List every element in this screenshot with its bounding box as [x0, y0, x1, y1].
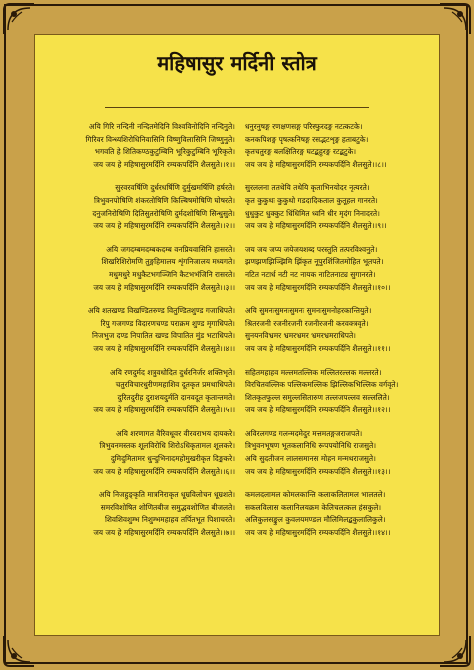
verse-line: श्रितरजनी रजनीरजनी रजनीरजनी करवक्त्रवृते।: [245, 318, 369, 328]
verse-block-3: [39, 244, 235, 294]
verse-line: त्रिभुवनमस्तक शूलविरोधि शिरोऽधिकृतामल शूलकरे।: [99, 441, 235, 451]
verse-block-5: [39, 367, 235, 417]
verse-refrain: जय जय हे महिषासुरमर्दिनि रम्यकपर्दिनि शैलसुते।।८।।: [245, 159, 387, 169]
verse-line: निजभुज दण्ड निपातित खण्ड विपातित मुंड भटाधिपते।: [92, 331, 235, 341]
verse-refrain: जय जय हे महिषासुरमर्दिनि रम्यकपर्दिनि शैलसुते।।१०।।: [245, 282, 391, 292]
verse-refrain: जय जय हे महिषासुरमर्दिनि रम्यकपर्दिनि शैलसुते।।१४।।: [245, 528, 391, 538]
verse-block-14: [245, 489, 441, 539]
verse-block-11: [245, 305, 441, 355]
verse-refrain: जय जय हे महिषासुरमर्दिनि रम्यकपर्दिनि शैलसुते।।७।।: [93, 528, 235, 538]
verse-block-8: [245, 121, 441, 171]
verse-line: अयि सुमनःसुमनःसुमनः सुमनःसुमनोहरकान्तियुते।: [245, 306, 372, 316]
verse-line: रिपु गजगण्ड विदारणचण्ड पराक्रम शुण्ड मृगाधिपते।: [100, 318, 235, 328]
verse-refrain: जय जय हे महिषासुरमर्दिनि रम्यकपर्दिनि शैलसुते।।२।।: [93, 221, 235, 231]
verse-line: दनुजनिरोषिणि दितिसुतरोषिणि दुर्मदशोषिणि सिन्धुसुते।: [92, 208, 235, 218]
verse-line: शितकृतफुल्ल समुल्लसितारुण तल्लजपल्लव सल्ललिते।: [245, 392, 390, 402]
verse-line: सुरवरवर्षिणि दुर्धरधर्षिणि दुर्मुखमर्षिणि हर्षरते।: [115, 183, 235, 193]
verse-line: अयि गिरि नन्दिनी नन्दितमेदिनि विश्वविनोदिनि नन्दिनुते।: [88, 122, 235, 131]
verse-line: सहितमहाहव मल्लमतल्लिक मल्लितरल्लक मल्लरते।: [245, 367, 382, 377]
verse-line: विरचितवल्लिक पल्लिकमल्लिक झिल्लिकभिल्लिक वर्गवृते।: [245, 380, 399, 390]
verse-block-10: [245, 244, 441, 294]
verse-block-9: [245, 182, 441, 232]
verse-line: सुनयनविभ्रमर भ्रमरभ्रमर भ्रमरभ्रमराधिपते।: [245, 331, 356, 341]
verse-line: कृत कुकुथः कुकुथो गडदादिकताल कुतूहल गानरते।: [245, 195, 378, 205]
corner-ornament-bottom-left: [2, 634, 36, 668]
verse-line: दुमिदुमितामर धुन्दुभिनादमहोमुखरीकृत दिङ्मकरे।: [110, 454, 235, 464]
verse-line: समरविशोषित शोणितबीज समुद्भवशोणित बीजलते।: [100, 502, 235, 512]
verse-line: गिरिवर विन्ध्यशिरोधिनिवासिनि विष्णुविलासिनि जिष्णुनुते।: [85, 134, 235, 144]
verse-refrain: जय जय हे महिषासुरमर्दिनि रम्यकपर्दिनि शैलसुते।।१३।।: [245, 466, 391, 476]
verse-line: अलिकुलसङ्कुल कुवलयमण्डल मौलिमिलद्बकुलालिकुले।: [245, 515, 386, 525]
verse-line: दुरितदुरीह दुराशयदुर्मति दानवदूत कृतान्तमते।: [117, 392, 235, 402]
verse-line: त्रिभुवनभूषण भूतकलानिधि रूपपयोनिधि राजसुते।: [245, 441, 376, 451]
verse-line: कृतचतुरङ्ग बलक्षितिरङ्ग घटद्बहुरङ्ग रटद्बटुके।: [245, 147, 357, 157]
verse-refrain: जय जय हे महिषासुरमर्दिनि रम्यकपर्दिनि शैलसुते।।६।।: [93, 466, 235, 476]
verse-refrain: जय जय हे महिषासुरमर्दिनि रम्यकपर्दिनि शैलसुते।।१।।: [93, 159, 235, 169]
verse-block-12: [245, 367, 441, 417]
verse-block-7: [39, 489, 235, 539]
verse-block-13: [245, 428, 441, 478]
verse-block-4: [39, 305, 235, 355]
left-column: [39, 121, 235, 551]
verse-line: अयि रणदुर्मद शत्रुवधोदित दुर्धरनिर्जर शक्तिभृते।: [110, 367, 235, 377]
verse-line: चतुरविचारधुरीणमहाशिव दूतकृत प्रमथाधिपते।: [115, 380, 235, 390]
verse-line: अयि शतखण्ड विखण्डितरुण्ड वितुण्डितशुण्ड गजाधिपते।: [87, 306, 235, 316]
verse-line: भगवति हे शितिकण्ठकुटुम्बिनि भूरिकुटुम्बिनि भूरिकृते।: [94, 147, 235, 157]
corner-ornament-top-left: [2, 2, 36, 36]
verse-line: धनुरनुषङ्ग रणक्षणसङ्ग परिस्फुरदङ्ग नटत्कटके।: [245, 122, 363, 131]
verse-refrain: जय जय हे महिषासुरमर्दिनि रम्यकपर्दिनि शैलसुते।।४।।: [93, 343, 235, 353]
verse-line: अयि शरणागत वैरिवधूवर वीरवराभय दायकरे।: [116, 428, 235, 438]
verse-refrain: जय जय हे महिषासुरमर्दिनि रम्यकपर्दिनि शैलसुते।।९।।: [245, 221, 387, 231]
verse-line: कमलदलामल कोमलकान्ति कलाकलितामल भालतले।: [245, 490, 386, 500]
right-column: [245, 121, 441, 551]
title-divider: [105, 107, 369, 108]
verse-line: सकलविलास कलानिलयक्रम केलिचलत्कल हंसकुले।: [245, 502, 382, 512]
verse-line: अयि जगदम्बमदम्बकदम्ब वनप्रियवासिनि हासरते।: [106, 244, 235, 254]
verse-line: कनकपिशङ्ग पृषत्कनिषङ्ग रसद्भटशृङ्ग हताबटुके।: [245, 134, 369, 144]
corner-ornament-top-right: [438, 2, 472, 36]
verse-line: शिवशिवशुम्भ निशुम्भमहाहव तर्पितभूत पिशाचरते।: [104, 515, 235, 525]
verse-refrain: जय जय हे महिषासुरमर्दिनि रम्यकपर्दिनि शैलसुते।।३।।: [93, 282, 235, 292]
verse-line: नटित नटार्ध नटी नट नायक नाटितनाट्य सुगानरते।: [245, 269, 376, 279]
stotra-panel: [34, 34, 440, 636]
verse-line: त्रिभुवनपोषिणि शंकरतोषिणि किल्बिषमोषिणि घोषरते।: [94, 195, 235, 205]
verse-line: झणझणझिञ्झिमि झिंकृत नूपुरशिंजितमोहित भूतपते।: [245, 257, 384, 267]
verse-line: धुधुकुट धुक्कुट धिंधिमित ध्वनि धीर मृदंग निनादरते।: [245, 208, 380, 218]
verse-block-2: [39, 182, 235, 232]
verse-line: सुरललना ततथेयि तथेयि कृताभिनयोदर नृत्यरते।: [245, 183, 370, 193]
verse-line: अयि सुदतीजन लालसमानस मोहन मन्मथराजसुते।: [245, 454, 376, 464]
verse-block-1: [39, 121, 235, 171]
verse-line: मधुमधुरे मधुकैटभगञ्जिनि कैटभभंजिनि रासरते।: [108, 269, 235, 279]
verse-refrain: जय जय हे महिषासुरमर्दिनि रम्यकपर्दिनि शैलसुते।।१२।।: [245, 405, 391, 415]
verse-line: जय जय जप्य जयेजयशब्द परस्तुति तत्परविश्वनुते।: [245, 244, 378, 254]
page-title: महिषासुर मर्दिनी स्तोत्र: [157, 51, 317, 75]
verse-line: अयि निजहुङ्कृति मात्रनिराकृत धूम्रविलोचन धूम्रशते।: [98, 490, 235, 500]
verse-refrain: जय जय हे महिषासुरमर्दिनि रम्यकपर्दिनि शैलसुते।।५।।: [93, 405, 235, 415]
verse-line: शिखरिशिरोमणि तुङ्गहिमालय शृंगनिजालय मध्यगते।: [101, 257, 235, 267]
verse-line: अविरलगण्ड गलन्मदमेदुर मत्तमतङ्गजराजपते।: [245, 428, 363, 438]
corner-ornament-bottom-right: [438, 634, 472, 668]
verse-refrain: जय जय हे महिषासुरमर्दिनि रम्यकपर्दिनि शैलसुते।।११।।: [245, 343, 391, 353]
verse-block-6: [39, 428, 235, 478]
